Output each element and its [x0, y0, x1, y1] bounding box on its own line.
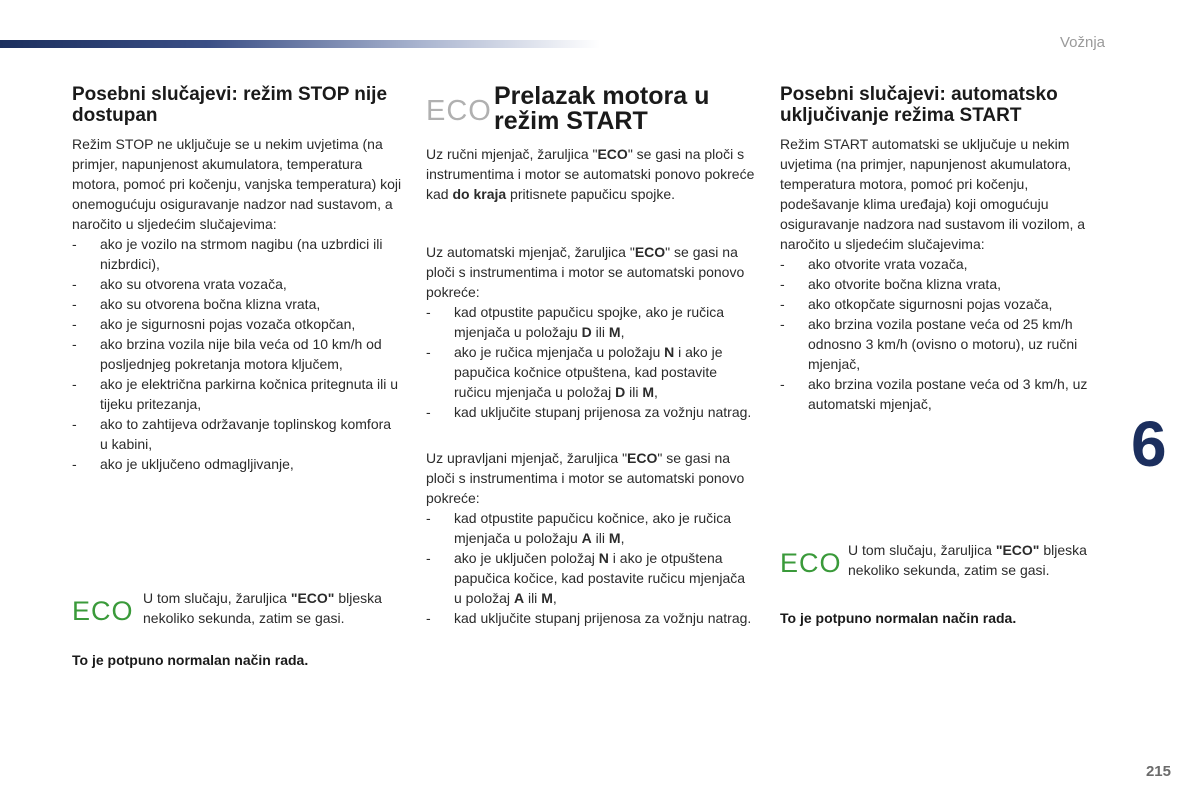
list-item: - ako otvorite bočna klizna vrata, — [780, 274, 1110, 294]
section-title: Posebni slučajevi: automatsko uključivanje režima START — [780, 84, 1058, 126]
condition-list — [780, 254, 1110, 414]
section-name: Vožnja — [1059, 34, 1105, 51]
condition-list — [72, 234, 402, 474]
intro-paragraph: Režim START automatski se uključuje u nekim uvjetima (na primjer, napunjenost akumulatora, temperatura motora, pomoć pri kočenju, podešavanje klima uređaja) koji omogućuju osiguravanje nadzora nad sustavom ili vozilom, a naročito u sljedećim slučajevima: — [780, 136, 1086, 252]
normal-operation-note: To je potpuno normalan način rada. — [72, 652, 309, 668]
header-gradient-bar — [0, 40, 600, 48]
list-item: - ako je uključen položaj N i ako je otpuštena papučica kočice, kad postavite ručicu mjenjača u položaj A ili M, — [426, 548, 756, 608]
eco-note — [72, 588, 402, 650]
section-title: Prelazak motora u režim START — [494, 82, 710, 135]
section-heading — [426, 84, 756, 134]
list-item: - ako je sigurnosni pojas vozača otkopčan, — [72, 314, 402, 334]
eco-note — [780, 540, 1110, 602]
chapter-number: 6 — [1131, 408, 1167, 480]
list-item: - kad uključite stupanj prijenosa za vožnju natrag. — [426, 402, 756, 422]
list-item: - ako brzina vozila postane veća od 25 km/h odnosno 3 km/h (ovisno o motoru), uz ručni mjenjač, — [780, 314, 1110, 374]
intro-paragraph: Režim STOP ne uključuje se u nekim uvjetima (na primjer, napunjenost akumulatora, temperatura motora, pomoć pri kočenju, vanjska temperatura) koji onemogućuju osiguravanje nadzor nad sustavom, a naročito u sljedećim slučajevima: — [72, 136, 402, 232]
list-item: - ako su otvorena vrata vozača, — [72, 274, 402, 294]
list-item: - ako otvorite vrata vozača, — [780, 254, 1110, 274]
eco-note-text: U tom slučaju, žaruljica "ECO" bljeska nekoliko sekunda, zatim se gasi. — [143, 590, 382, 626]
list-item: - ako to zahtijeva održavanje toplinskog komfora u kabini, — [72, 414, 402, 454]
list-item: - ako brzina vozila postane veća od 3 km/h, uz automatski mjenjač, — [780, 374, 1110, 414]
manual-gearbox-paragraph: Uz ručni mjenjač, žaruljica "ECO" se gasi na ploči s instrumentima i motor se automatski ponovo pokreće kad do kraja pritisnete papučicu spojke. — [426, 146, 755, 202]
page-number: 215 — [1145, 763, 1171, 780]
list-item: - ako je vozilo na strmom nagibu (na uzbrdici ili nizbrdici), — [72, 234, 402, 274]
automatic-conditions-list — [426, 302, 756, 422]
eco-note-text: U tom slučaju, žaruljica "ECO" bljeska nekoliko sekunda, zatim se gasi. — [848, 542, 1087, 578]
list-item: - ako brzina vozila nije bila veća od 10 km/h od posljednjeg pokretanja motora ključem, — [72, 334, 402, 374]
automatic-gearbox-paragraph: Uz automatski mjenjač, žaruljica "ECO" se gasi na ploči s instrumentima i motor se automatski ponovo pokreće: — [426, 244, 745, 300]
list-item: - ako su otvorena bočna klizna vrata, — [72, 294, 402, 314]
column-start-mode — [426, 84, 756, 628]
list-item: - ako otkopčate sigurnosni pojas vozača, — [780, 294, 1110, 314]
list-item: - ako je električna parkirna kočnica pritegnuta ili u tijeku pritezanja, — [72, 374, 402, 414]
eco-icon: ECO — [426, 95, 492, 127]
eco-icon: ECO — [72, 596, 134, 626]
section-title: Posebni slučajevi: režim STOP nije dostupan — [72, 84, 388, 126]
column-start-auto — [780, 84, 1110, 414]
list-item: - kad otpustite papučicu kočnice, ako je ručica mjenjača u položaju A ili M, — [426, 508, 756, 548]
list-item: - kad otpustite papučicu spojke, ako je ručica mjenjača u položaju D ili M, — [426, 302, 756, 342]
eco-icon: ECO — [780, 548, 842, 578]
normal-operation-note: To je potpuno normalan način rada. — [780, 610, 1017, 626]
column-stop-unavailable — [72, 84, 402, 474]
robotized-gearbox-paragraph: Uz upravljani mjenjač, žaruljica "ECO" se gasi na ploči s instrumentima i motor se automatski ponovo pokreće: — [426, 450, 745, 506]
robotized-conditions-list — [426, 508, 756, 628]
list-item: - ako je ručica mjenjača u položaju N i ako je papučica kočnice otpuštena, kad postavite ručicu mjenjača u položaj D ili M, — [426, 342, 756, 402]
list-item: - ako je uključeno odmagljivanje, — [72, 454, 402, 474]
list-item: - kad uključite stupanj prijenosa za vožnju natrag. — [426, 608, 756, 628]
